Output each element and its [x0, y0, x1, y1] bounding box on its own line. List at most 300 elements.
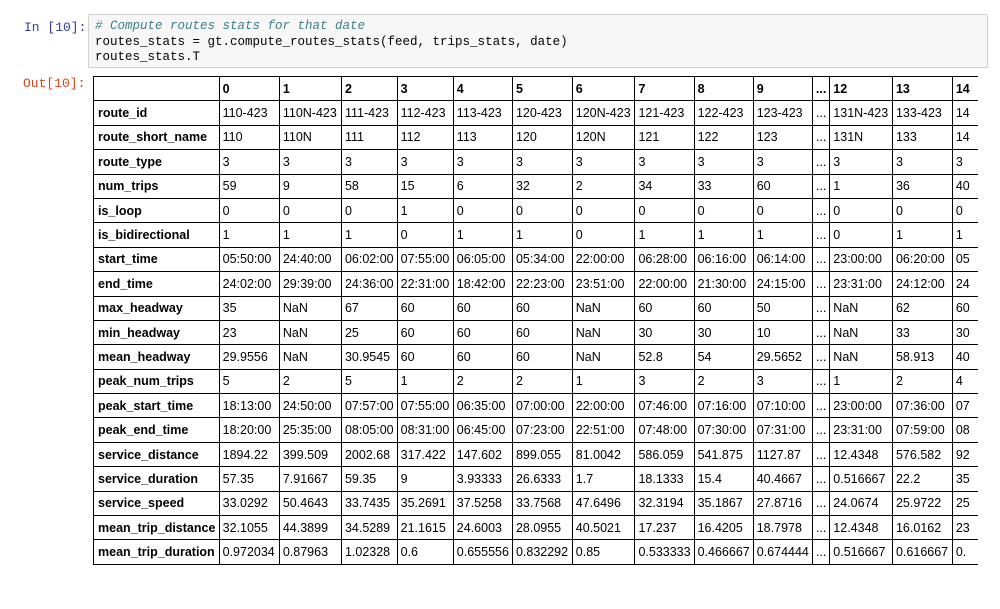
table-cell: 111-423	[341, 101, 397, 125]
table-cell: 1127.87	[753, 442, 812, 466]
table-cell: 15.4	[694, 467, 753, 491]
table-cell: NaN	[279, 345, 341, 369]
column-header: 2	[341, 77, 397, 101]
column-header: 4	[453, 77, 512, 101]
column-header: 0	[219, 77, 279, 101]
table-cell: 24:15:00	[753, 272, 812, 296]
table-cell: 60	[635, 296, 694, 320]
table-cell: NaN	[279, 320, 341, 344]
table-cell: 16.0162	[892, 516, 952, 540]
table-cell: 06:02:00	[341, 247, 397, 271]
table-cell: 3	[753, 150, 812, 174]
table-cell: NaN	[830, 296, 893, 320]
table-cell: ...	[812, 296, 829, 320]
table-cell: 18.7978	[753, 516, 812, 540]
table-cell: 67	[341, 296, 397, 320]
table-cell: ...	[812, 345, 829, 369]
table-cell: ...	[812, 125, 829, 149]
code-line: routes_stats = gt.compute_routes_stats(feed, trips_stats, date)	[95, 34, 568, 49]
table-cell: 25	[341, 320, 397, 344]
table-cell: 1	[219, 223, 279, 247]
table-cell: 50.4643	[279, 491, 341, 515]
table-cell: ...	[812, 247, 829, 271]
table-cell: 25.9722	[892, 491, 952, 515]
table-cell: 07:46:00	[635, 394, 694, 418]
table-cell: 9	[397, 467, 453, 491]
table-cell: 2	[694, 369, 753, 393]
table-cell: 07:57:00	[341, 394, 397, 418]
table-cell: ...	[812, 394, 829, 418]
row-label: peak_start_time	[94, 394, 220, 418]
table-cell: 08:31:00	[397, 418, 453, 442]
table-cell: 24:40:00	[279, 247, 341, 271]
table-corner-header	[94, 77, 220, 101]
table-cell: NaN	[830, 320, 893, 344]
table-cell: 52.8	[635, 345, 694, 369]
table-cell: 9	[279, 174, 341, 198]
table-cell: 29.5652	[753, 345, 812, 369]
table-cell: 29:39:00	[279, 272, 341, 296]
table-cell: 541.875	[694, 442, 753, 466]
table-cell: 5	[341, 369, 397, 393]
table-cell: 06:20:00	[892, 247, 952, 271]
table-cell: 0.616667	[892, 540, 952, 564]
table-row	[94, 101, 981, 125]
table-cell: 37.5258	[453, 491, 512, 515]
table-cell: 25	[952, 491, 980, 515]
row-label: max_headway	[94, 296, 220, 320]
table-cell: 07:55:00	[397, 247, 453, 271]
table-cell: 0	[453, 198, 512, 222]
table-row	[94, 320, 981, 344]
table-cell: 58.913	[892, 345, 952, 369]
table-cell: 0	[830, 223, 893, 247]
table-cell: 5	[219, 369, 279, 393]
table-cell: 24:02:00	[219, 272, 279, 296]
table-cell: 0.516667	[830, 540, 893, 564]
table-cell: 07:59:00	[892, 418, 952, 442]
table-cell: 06:45:00	[453, 418, 512, 442]
table-cell: 30	[635, 320, 694, 344]
table-cell: 08	[952, 418, 980, 442]
table-cell: 07:00:00	[512, 394, 572, 418]
table-cell: 6	[453, 174, 512, 198]
table-cell: 07:55:00	[397, 394, 453, 418]
table-cell: NaN	[279, 296, 341, 320]
table-cell: 40	[952, 345, 980, 369]
table-cell: 60	[952, 296, 980, 320]
table-cell: ...	[812, 150, 829, 174]
row-label: mean_trip_distance	[94, 516, 220, 540]
table-cell: 30	[952, 320, 980, 344]
table-cell: 0.516667	[830, 467, 893, 491]
table-cell: 0	[279, 198, 341, 222]
table-row	[94, 272, 981, 296]
table-row	[94, 491, 981, 515]
table-cell: 0	[892, 198, 952, 222]
table-cell: 05:34:00	[512, 247, 572, 271]
table-cell: 23:00:00	[830, 394, 893, 418]
table-cell: 121	[635, 125, 694, 149]
table-row	[94, 125, 981, 149]
table-cell: 18:20:00	[219, 418, 279, 442]
table-cell: 1	[572, 369, 635, 393]
table-cell: 576.582	[892, 442, 952, 466]
table-cell: 33	[892, 320, 952, 344]
table-cell: 2002.68	[341, 442, 397, 466]
table-header-row	[94, 77, 981, 101]
table-row	[94, 223, 981, 247]
table-cell: 28.0955	[512, 516, 572, 540]
table-cell: 36	[892, 174, 952, 198]
table-cell: 0.85	[572, 540, 635, 564]
table-cell: 110	[219, 125, 279, 149]
table-cell: 05	[952, 247, 980, 271]
column-header: 1	[279, 77, 341, 101]
row-label: min_headway	[94, 320, 220, 344]
table-cell: 60	[512, 296, 572, 320]
row-label: peak_num_trips	[94, 369, 220, 393]
table-cell: 24:50:00	[279, 394, 341, 418]
table-cell: 14	[952, 101, 980, 125]
table-cell: 40.4667	[753, 467, 812, 491]
table-cell: 27.8716	[753, 491, 812, 515]
row-label: service_duration	[94, 467, 220, 491]
table-cell: 21:30:00	[694, 272, 753, 296]
code-line: routes_stats.T	[95, 50, 201, 64]
table-cell: 23	[952, 516, 980, 540]
table-cell: 92	[952, 442, 980, 466]
table-cell: 1	[341, 223, 397, 247]
column-header: 14	[952, 77, 980, 101]
table-cell: ...	[812, 223, 829, 247]
output-area	[93, 76, 981, 598]
table-cell: 120	[512, 125, 572, 149]
table-cell: ...	[812, 198, 829, 222]
table-cell: ...	[812, 418, 829, 442]
table-cell: 1	[397, 369, 453, 393]
table-cell: 23:00:00	[830, 247, 893, 271]
table-cell: 35	[219, 296, 279, 320]
table-cell: 05:50:00	[219, 247, 279, 271]
table-cell: 59.35	[341, 467, 397, 491]
table-cell: 16.4205	[694, 516, 753, 540]
table-cell: 35.2691	[397, 491, 453, 515]
table-cell: 33.7568	[512, 491, 572, 515]
table-cell: ...	[812, 516, 829, 540]
row-label: service_distance	[94, 442, 220, 466]
table-cell: ...	[812, 320, 829, 344]
column-header: 9	[753, 77, 812, 101]
table-cell: 1	[397, 198, 453, 222]
table-cell: 40.5021	[572, 516, 635, 540]
table-cell: 35.1867	[694, 491, 753, 515]
table-cell: NaN	[830, 345, 893, 369]
table-cell: 1	[753, 223, 812, 247]
table-cell: 17.237	[635, 516, 694, 540]
table-cell: 23	[219, 320, 279, 344]
table-cell: 1	[952, 223, 980, 247]
table-cell: 32	[512, 174, 572, 198]
table-cell: 0.972034	[219, 540, 279, 564]
table-cell: NaN	[572, 345, 635, 369]
table-cell: 60	[512, 320, 572, 344]
table-row	[94, 345, 981, 369]
table-cell: 60	[453, 296, 512, 320]
table-cell: 22:51:00	[572, 418, 635, 442]
table-cell: 586.059	[635, 442, 694, 466]
table-cell: 123	[753, 125, 812, 149]
table-cell: 121-423	[635, 101, 694, 125]
table-cell: 3	[341, 150, 397, 174]
table-cell: 60	[512, 345, 572, 369]
table-row	[94, 369, 981, 393]
table-cell: 54	[694, 345, 753, 369]
table-cell: 23:31:00	[830, 272, 893, 296]
table-cell: 133	[892, 125, 952, 149]
table-cell: 122	[694, 125, 753, 149]
table-cell: 133-423	[892, 101, 952, 125]
table-cell: 07:23:00	[512, 418, 572, 442]
table-cell: 7.91667	[279, 467, 341, 491]
table-row	[94, 540, 981, 564]
row-label: route_id	[94, 101, 220, 125]
code-input-cell[interactable]	[88, 14, 988, 68]
table-cell: 0	[572, 223, 635, 247]
table-cell: 3	[952, 150, 980, 174]
row-label: end_time	[94, 272, 220, 296]
row-label: route_short_name	[94, 125, 220, 149]
table-cell: 3	[453, 150, 512, 174]
table-cell: 122-423	[694, 101, 753, 125]
table-cell: 59	[219, 174, 279, 198]
table-cell: 81.0042	[572, 442, 635, 466]
table-cell: 147.602	[453, 442, 512, 466]
table-cell: 1	[512, 223, 572, 247]
table-cell: 120N	[572, 125, 635, 149]
table-cell: 0	[694, 198, 753, 222]
table-cell: 899.055	[512, 442, 572, 466]
table-cell: 1.7	[572, 467, 635, 491]
table-cell: ...	[812, 540, 829, 564]
table-cell: 3	[753, 369, 812, 393]
table-cell: 0	[753, 198, 812, 222]
table-cell: 22.2	[892, 467, 952, 491]
table-cell: 0.655556	[453, 540, 512, 564]
table-cell: 2	[453, 369, 512, 393]
table-cell: 07:30:00	[694, 418, 753, 442]
table-row	[94, 394, 981, 418]
table-cell: 1	[830, 174, 893, 198]
table-cell: ...	[812, 491, 829, 515]
table-cell: 112	[397, 125, 453, 149]
table-cell: 3	[892, 150, 952, 174]
table-cell: 3	[635, 369, 694, 393]
column-header: 8	[694, 77, 753, 101]
table-row	[94, 442, 981, 466]
table-cell: 113	[453, 125, 512, 149]
table-cell: 112-423	[397, 101, 453, 125]
table-cell: 47.6496	[572, 491, 635, 515]
table-cell: 14	[952, 125, 980, 149]
table-cell: 131N-423	[830, 101, 893, 125]
table-cell: 123-423	[753, 101, 812, 125]
table-cell: ...	[812, 174, 829, 198]
table-row	[94, 467, 981, 491]
table-cell: 07	[952, 394, 980, 418]
table-cell: 0.6	[397, 540, 453, 564]
table-cell: 1	[694, 223, 753, 247]
table-cell: 110-423	[219, 101, 279, 125]
table-cell: ...	[812, 442, 829, 466]
table-cell: 60	[753, 174, 812, 198]
table-cell: ...	[812, 369, 829, 393]
table-cell: ...	[812, 467, 829, 491]
table-cell: 399.509	[279, 442, 341, 466]
table-cell: 317.422	[397, 442, 453, 466]
table-cell: 60	[694, 296, 753, 320]
table-row	[94, 150, 981, 174]
table-cell: 44.3899	[279, 516, 341, 540]
table-cell: 0	[341, 198, 397, 222]
table-cell: 35	[952, 467, 980, 491]
table-cell: NaN	[572, 320, 635, 344]
table-cell: 60	[397, 296, 453, 320]
table-row	[94, 296, 981, 320]
table-cell: 0	[830, 198, 893, 222]
table-cell: 15	[397, 174, 453, 198]
table-cell: 1	[279, 223, 341, 247]
column-header: 13	[892, 77, 952, 101]
table-cell: 08:05:00	[341, 418, 397, 442]
table-cell: 0	[572, 198, 635, 222]
table-cell: 110N-423	[279, 101, 341, 125]
column-header: 3	[397, 77, 453, 101]
table-cell: 24.0674	[830, 491, 893, 515]
table-cell: 0.466667	[694, 540, 753, 564]
row-label: num_trips	[94, 174, 220, 198]
table-cell: 4	[952, 369, 980, 393]
table-cell: 2	[279, 369, 341, 393]
table-cell: ...	[812, 101, 829, 125]
table-cell: 57.35	[219, 467, 279, 491]
row-label: mean_headway	[94, 345, 220, 369]
row-label: route_type	[94, 150, 220, 174]
input-prompt: In [10]:	[24, 20, 87, 35]
table-cell: 12.4348	[830, 516, 893, 540]
table-cell: 3	[635, 150, 694, 174]
table-cell: 1894.22	[219, 442, 279, 466]
table-cell: 32.3194	[635, 491, 694, 515]
table-cell: 06:35:00	[453, 394, 512, 418]
table-cell: 60	[453, 320, 512, 344]
table-cell: 23:51:00	[572, 272, 635, 296]
table-cell: 3	[830, 150, 893, 174]
dataframe-table	[93, 76, 981, 565]
table-cell: 22:00:00	[635, 272, 694, 296]
table-cell: 0.533333	[635, 540, 694, 564]
table-cell: 62	[892, 296, 952, 320]
table-cell: 1	[830, 369, 893, 393]
table-cell: 34.5289	[341, 516, 397, 540]
table-cell: 06:28:00	[635, 247, 694, 271]
table-cell: 07:16:00	[694, 394, 753, 418]
table-cell: 58	[341, 174, 397, 198]
table-cell: 3	[572, 150, 635, 174]
table-cell: 29.9556	[219, 345, 279, 369]
column-header: 7	[635, 77, 694, 101]
table-cell: 30.9545	[341, 345, 397, 369]
output-prompt: Out[10]:	[23, 76, 86, 91]
table-cell: 0.	[952, 540, 980, 564]
table-cell: 3	[694, 150, 753, 174]
table-cell: 0.87963	[279, 540, 341, 564]
row-label: peak_end_time	[94, 418, 220, 442]
row-label: is_bidirectional	[94, 223, 220, 247]
table-cell: 06:16:00	[694, 247, 753, 271]
table-cell: 60	[453, 345, 512, 369]
table-cell: 2	[512, 369, 572, 393]
table-cell: 22:23:00	[512, 272, 572, 296]
table-cell: 07:36:00	[892, 394, 952, 418]
table-row	[94, 198, 981, 222]
table-cell: 25:35:00	[279, 418, 341, 442]
table-cell: 32.1055	[219, 516, 279, 540]
table-cell: 60	[397, 345, 453, 369]
table-cell: 23:31:00	[830, 418, 893, 442]
table-cell: 26.6333	[512, 467, 572, 491]
table-cell: 22:00:00	[572, 394, 635, 418]
table-cell: 0	[952, 198, 980, 222]
table-cell: 0	[219, 198, 279, 222]
row-label: start_time	[94, 247, 220, 271]
row-label: service_speed	[94, 491, 220, 515]
table-cell: 18:42:00	[453, 272, 512, 296]
table-cell: 10	[753, 320, 812, 344]
row-label: is_loop	[94, 198, 220, 222]
table-cell: 50	[753, 296, 812, 320]
table-cell: 3	[279, 150, 341, 174]
table-row	[94, 174, 981, 198]
table-cell: 120N-423	[572, 101, 635, 125]
table-cell: 24.6003	[453, 516, 512, 540]
table-cell: 0.832292	[512, 540, 572, 564]
table-cell: 24:36:00	[341, 272, 397, 296]
code-comment: # Compute routes stats for that date	[95, 19, 366, 33]
table-cell: 2	[572, 174, 635, 198]
table-cell: 1	[453, 223, 512, 247]
table-cell: 24:12:00	[892, 272, 952, 296]
column-header: 12	[830, 77, 893, 101]
table-cell: 110N	[279, 125, 341, 149]
table-row	[94, 247, 981, 271]
table-cell: 1.02328	[341, 540, 397, 564]
table-cell: 3	[512, 150, 572, 174]
table-cell: 40	[952, 174, 980, 198]
table-cell: 0.674444	[753, 540, 812, 564]
table-cell: 0	[512, 198, 572, 222]
table-cell: 21.1615	[397, 516, 453, 540]
table-cell: 07:31:00	[753, 418, 812, 442]
table-cell: 06:14:00	[753, 247, 812, 271]
table-cell: 24	[952, 272, 980, 296]
column-header: 6	[572, 77, 635, 101]
table-cell: 111	[341, 125, 397, 149]
table-cell: 30	[694, 320, 753, 344]
table-cell: 34	[635, 174, 694, 198]
table-cell: 3.93333	[453, 467, 512, 491]
table-cell: 0	[635, 198, 694, 222]
